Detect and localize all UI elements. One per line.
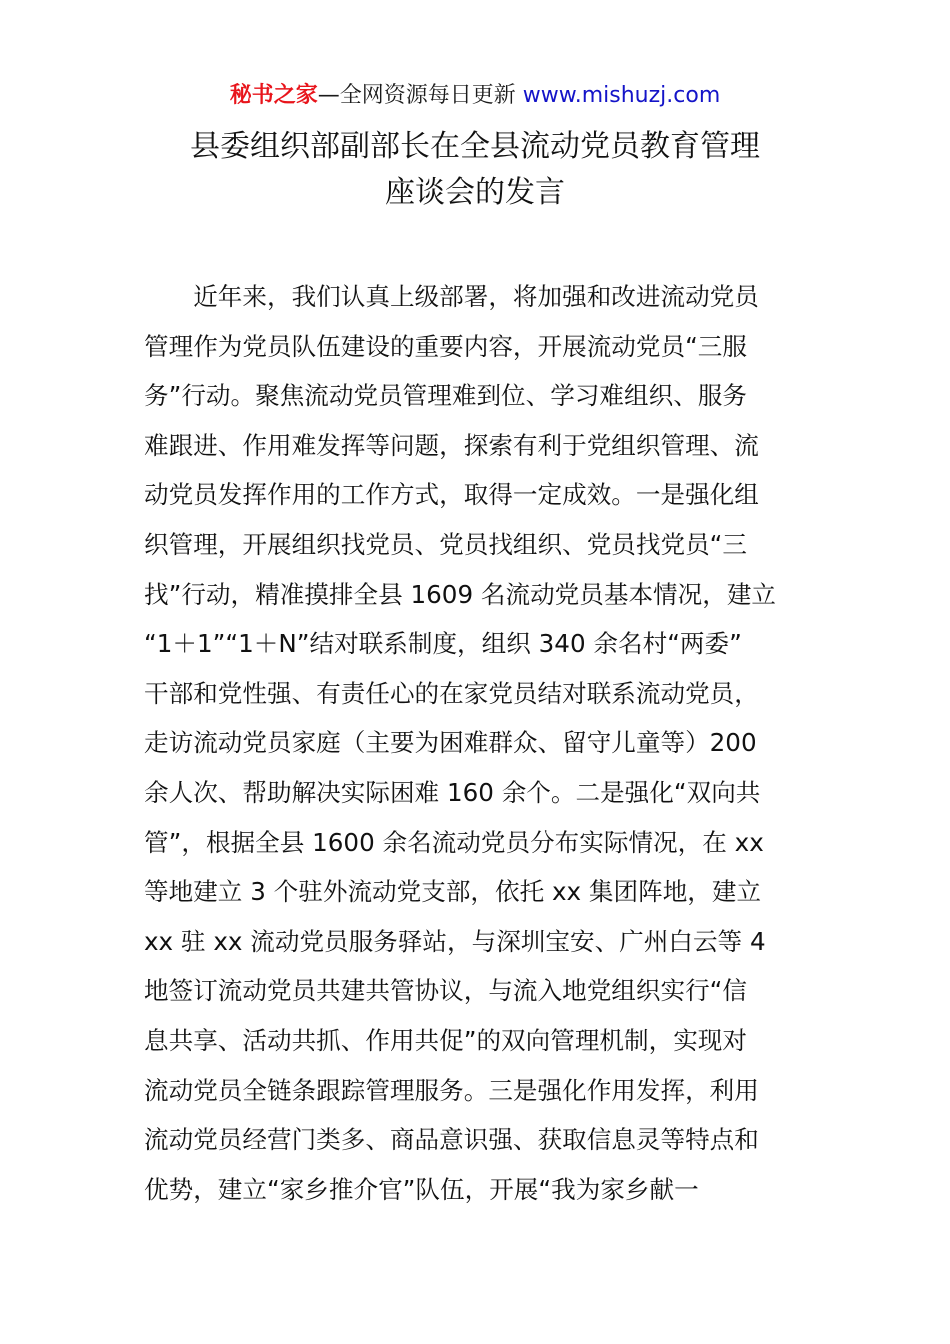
body-line: 走访流动党员家庭（主要为困难群众、留守儿童等）200: [144, 728, 757, 758]
body-line: xx 驻 xx 流动党员服务驿站，与深圳宝安、广州白云等 4: [144, 926, 766, 956]
site-header: [0, 80, 950, 112]
body-line: “1＋1”“1＋N”结对联系制度，组织 340 余名村“两委”: [144, 629, 742, 659]
body-line: 干部和党性强、有责任心的在家党员结对联系流动党员，: [144, 678, 759, 708]
site-url-link[interactable]: www.mishuzj.com: [522, 83, 721, 108]
body-line: 地签订流动党员共建共管协议，与流入地党组织实行“信: [144, 976, 747, 1006]
body-line: 动党员发挥作用的工作方式，取得一定成效。一是强化组: [144, 480, 759, 510]
title-line-2: 座谈会的发言: [385, 175, 565, 210]
body-line: 管”，根据全县 1600 余名流动党员分布实际情况，在 xx: [144, 827, 764, 857]
body-line: 务”行动。聚焦流动党员管理难到位、学习难组织、服务: [144, 381, 747, 411]
body-line: 余人次、帮助解决实际困难 160 余个。二是强化“双向共: [144, 777, 761, 807]
document-title: [0, 124, 950, 216]
body-line: 优势，建立“家乡推介官”队伍，开展“我为家乡献一: [144, 1174, 699, 1204]
body-line: 流动党员全链条跟踪管理服务。三是强化作用发挥，利用: [144, 1075, 759, 1105]
body-line: 流动党员经营门类多、商品意识强、获取信息灵等特点和: [144, 1125, 759, 1155]
site-tagline: —全网资源每日更新: [317, 83, 523, 108]
body-line: 息共享、活动共抓、作用共促”的双向管理机制，实现对: [144, 1025, 747, 1055]
document-body: [144, 272, 809, 1214]
body-line: 织管理，开展组织找党员、党员找组织、党员找党员“三: [144, 529, 747, 559]
body-line: 近年来，我们认真上级部署，将加强和改进流动党员: [144, 282, 759, 311]
body-line: 等地建立 3 个驻外流动党支部，依托 xx 集团阵地，建立: [144, 877, 762, 907]
body-line: 难跟进、作用难发挥等问题，探索有利于党组织管理、流: [144, 430, 759, 460]
title-line-1: 县委组织部副部长在全县流动党员教育管理: [190, 129, 760, 164]
site-brand: 秘书之家: [229, 83, 318, 108]
body-line: 找”行动，精准摸排全县 1609 名流动党员基本情况，建立: [144, 579, 777, 609]
body-line: 管理作为党员队伍建设的重要内容，开展流动党员“三服: [144, 331, 747, 361]
